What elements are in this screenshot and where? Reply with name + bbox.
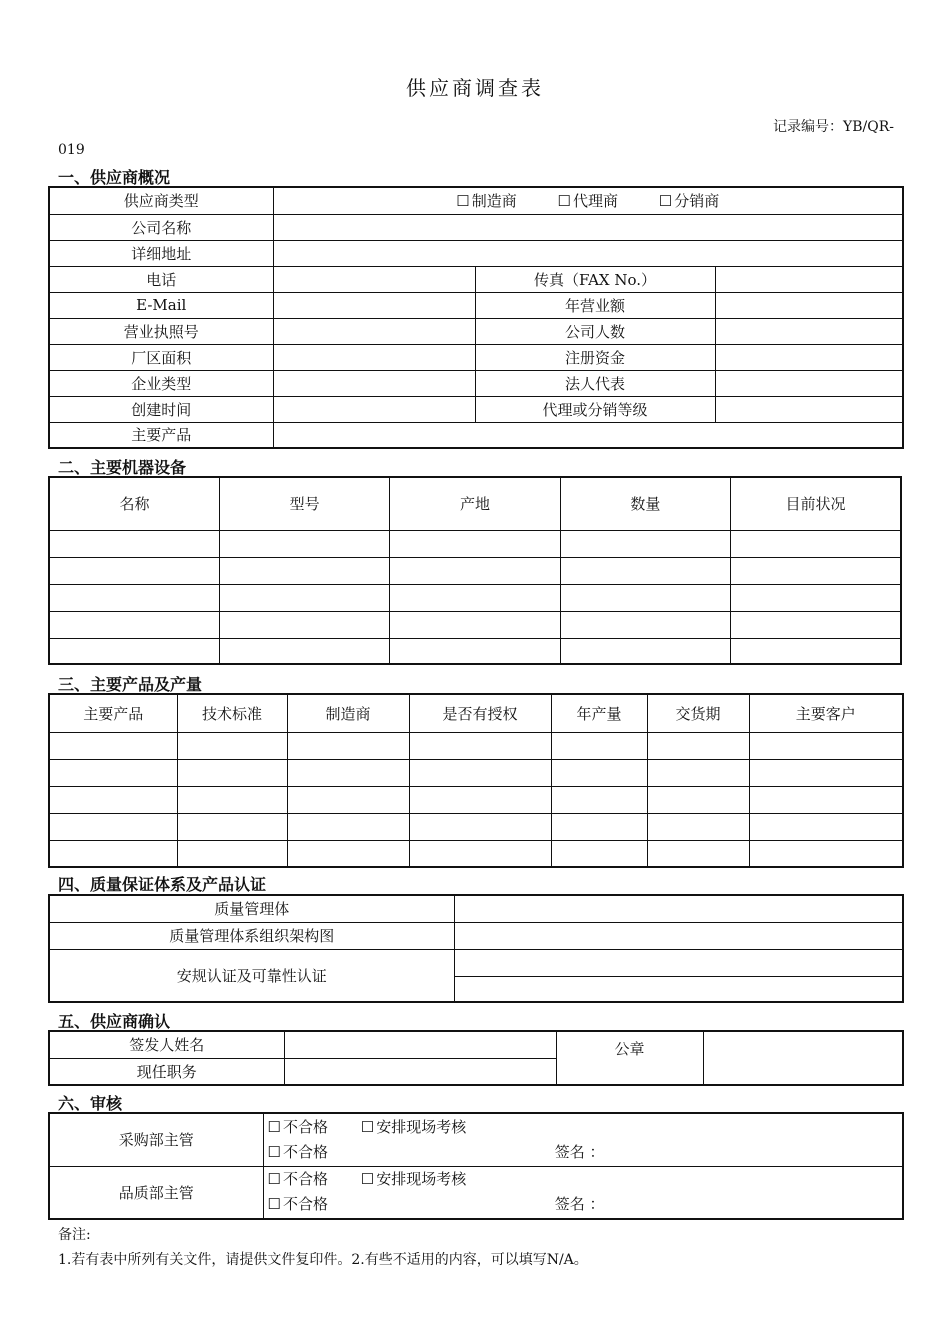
col-name: 名称 <box>49 477 219 530</box>
supplier-type-label: 供应商类型 <box>49 187 273 214</box>
fax-label: 传真（FAX No.） <box>475 266 715 292</box>
quality-review-cell <box>263 1166 903 1219</box>
qms-org-chart-field[interactable] <box>454 922 903 949</box>
record-number: 记录编号：YB/QR- <box>773 119 894 135</box>
quality-onsite-checkbox[interactable]: ☐ 安排现场考核 <box>361 1170 466 1188</box>
agent-level-label: 代理或分销等级 <box>475 396 715 422</box>
qms-label: 质量管理体 <box>49 895 454 922</box>
address-field[interactable] <box>273 240 903 266</box>
table-row <box>49 530 901 557</box>
page-title: 供应商调查表 <box>406 76 544 100</box>
section4-heading: 四、质量保证体系及产品认证 <box>58 875 267 894</box>
section2-heading: 二、主要机器设备 <box>58 458 187 477</box>
section6-heading: 六、审核 <box>58 1094 123 1113</box>
confirmation-table <box>48 1030 904 1086</box>
purchasing-fail2-checkbox[interactable]: ☐ 不合格 <box>268 1143 328 1161</box>
founded-label: 创建时间 <box>49 396 273 422</box>
col-quantity: 数量 <box>560 477 730 530</box>
equipment-table <box>48 476 902 665</box>
table-row <box>49 759 903 786</box>
col-manufacturer: 制造商 <box>287 694 409 732</box>
col-status: 目前状况 <box>731 477 901 530</box>
signer-label: 签发人姓名 <box>49 1031 284 1058</box>
qms-field[interactable] <box>454 895 903 922</box>
qms-org-chart-label: 质量管理体系组织架构图 <box>49 922 454 949</box>
table-row <box>49 638 901 664</box>
signer-field[interactable] <box>284 1031 556 1058</box>
company-name-field[interactable] <box>273 214 903 240</box>
headcount-field[interactable] <box>715 318 903 344</box>
section5-heading: 五、供应商确认 <box>58 1012 171 1031</box>
col-authorized: 是否有授权 <box>409 694 551 732</box>
registered-capital-label: 注册资金 <box>475 344 715 370</box>
email-field[interactable] <box>273 292 475 318</box>
review-table <box>48 1112 904 1220</box>
supplier-type-options <box>273 187 903 214</box>
plant-area-field[interactable] <box>273 344 475 370</box>
email-label: E-Mail <box>49 292 273 318</box>
main-products-field[interactable] <box>273 422 903 448</box>
main-products-label: 主要产品 <box>49 422 273 448</box>
distributor-checkbox[interactable]: ☐ 分销商 <box>659 190 719 211</box>
company-name-label: 公司名称 <box>49 214 273 240</box>
quality-table <box>48 894 904 1003</box>
headcount-label: 公司人数 <box>475 318 715 344</box>
table-row <box>49 557 901 584</box>
license-label: 营业执照号 <box>49 318 273 344</box>
quality-manager-label: 品质部主管 <box>49 1166 263 1219</box>
certification-field-2[interactable] <box>454 976 903 1002</box>
address-label: 详细地址 <box>49 240 273 266</box>
table-row <box>49 786 903 813</box>
table-row <box>49 611 901 638</box>
manufacturer-checkbox[interactable]: ☐ 制造商 <box>456 190 516 211</box>
annual-revenue-label: 年营业额 <box>475 292 715 318</box>
phone-label: 电话 <box>49 266 273 292</box>
col-model: 型号 <box>219 477 389 530</box>
table-row <box>49 813 903 840</box>
enterprise-type-field[interactable] <box>273 370 475 396</box>
license-field[interactable] <box>273 318 475 344</box>
seal-field[interactable] <box>703 1031 903 1085</box>
enterprise-type-label: 企业类型 <box>49 370 273 396</box>
quality-signature-label: 签名 ： <box>554 1195 605 1214</box>
legal-rep-field[interactable] <box>715 370 903 396</box>
certification-label: 安规认证及可靠性认证 <box>49 949 454 1002</box>
notes-label: 备注: <box>58 1227 91 1243</box>
purchasing-review-cell <box>263 1113 903 1166</box>
section1-heading: 一、供应商概况 <box>58 168 171 187</box>
quality-fail-checkbox[interactable]: ☐ 不合格 <box>268 1170 328 1188</box>
phone-field[interactable] <box>273 266 475 292</box>
record-number-cont: 019 <box>58 142 85 158</box>
col-customers: 主要客户 <box>749 694 903 732</box>
col-product: 主要产品 <box>49 694 177 732</box>
position-label: 现任职务 <box>49 1058 284 1085</box>
founded-field[interactable] <box>273 396 475 422</box>
table-row <box>49 840 903 867</box>
annual-revenue-field[interactable] <box>715 292 903 318</box>
certification-field-1[interactable] <box>454 949 903 976</box>
agent-checkbox[interactable]: ☐ 代理商 <box>558 190 618 211</box>
position-field[interactable] <box>284 1058 556 1085</box>
table-row <box>49 584 901 611</box>
supplier-overview-table <box>48 186 904 449</box>
purchasing-onsite-checkbox[interactable]: ☐ 安排现场考核 <box>361 1118 466 1136</box>
purchasing-manager-label: 采购部主管 <box>49 1113 263 1166</box>
col-annual-output: 年产量 <box>551 694 647 732</box>
registered-capital-field[interactable] <box>715 344 903 370</box>
quality-fail2-checkbox[interactable]: ☐ 不合格 <box>268 1195 328 1213</box>
col-standard: 技术标准 <box>177 694 287 732</box>
agent-level-field[interactable] <box>715 396 903 422</box>
table-row <box>49 732 903 759</box>
notes-text: 1.若有表中所列有关文件，请提供文件复印件。2.有些不适用的内容，可以填写N/A。 <box>58 1252 588 1268</box>
plant-area-label: 厂区面积 <box>49 344 273 370</box>
col-delivery: 交货期 <box>647 694 749 732</box>
col-origin: 产地 <box>390 477 560 530</box>
legal-rep-label: 法人代表 <box>475 370 715 396</box>
fax-field[interactable] <box>715 266 903 292</box>
section3-heading: 三、主要产品及产量 <box>58 675 203 694</box>
products-table <box>48 693 904 868</box>
purchasing-fail-checkbox[interactable]: ☐ 不合格 <box>268 1118 328 1136</box>
seal-label: 公章 <box>556 1031 703 1085</box>
purchasing-signature-label: 签名 ： <box>554 1142 605 1161</box>
